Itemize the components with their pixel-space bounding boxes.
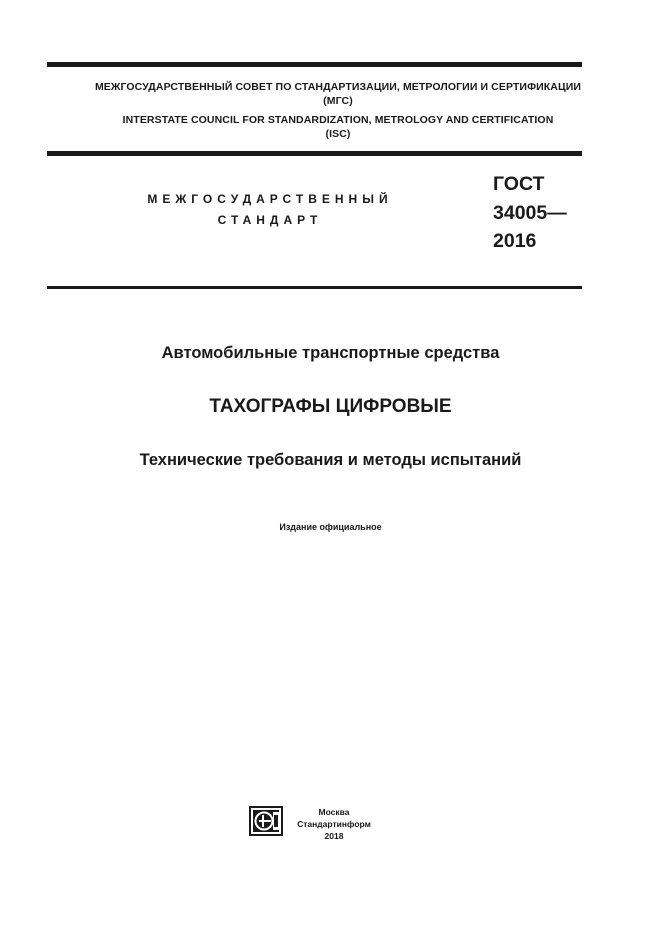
document-title: ТАХОГРАФЫ ЦИФРОВЫЕ: [209, 396, 452, 417]
standard-type-line2: СТАНДАРТ: [217, 213, 323, 227]
header-rule: [47, 151, 582, 156]
publisher-name: Стандартинформ: [297, 819, 371, 829]
council-abbr-en: (ISC): [325, 128, 351, 140]
council-name-en: INTERSTATE COUNCIL FOR STANDARDIZATION, METROLOGY AND CERTIFICATION: [122, 114, 554, 126]
document-subject: Автомобильные транспортные средства: [161, 344, 500, 362]
top-rule: [47, 62, 582, 67]
section-rule: [47, 286, 582, 289]
council-name-ru: МЕЖГОСУДАРСТВЕННЫЙ СОВЕТ ПО СТАНДАРТИЗАЦИИ, МЕТРОЛОГИИ И СЕРТИФИКАЦИИ: [94, 81, 582, 93]
standartinform-logo-icon: [249, 806, 283, 836]
gost-label: ГОСТ: [493, 173, 545, 195]
gost-year: 2016: [493, 230, 537, 252]
gost-number: 34005—: [493, 202, 567, 224]
council-abbr-ru: (МГС): [323, 95, 353, 107]
publisher-year: 2018: [324, 831, 344, 841]
standard-type-line1: МЕЖГОСУДАРСТВЕННЫЙ: [147, 192, 393, 206]
document-subtitle: Технические требования и методы испытаний: [139, 451, 522, 469]
edition-label: Издание официальное: [279, 522, 382, 532]
publisher-city: Москва: [318, 807, 350, 817]
